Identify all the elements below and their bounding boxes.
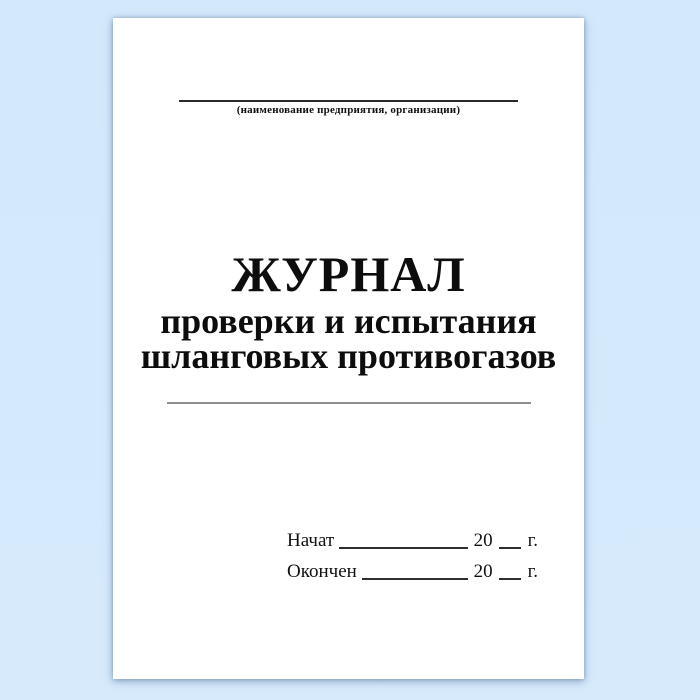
title-divider-line bbox=[167, 402, 531, 404]
started-year-blank-line bbox=[499, 546, 521, 549]
journal-subtitle bbox=[113, 301, 584, 376]
journal-title: ЖУРНАЛ bbox=[231, 246, 466, 302]
organization-name-blank-line bbox=[179, 100, 518, 102]
started-field-row bbox=[287, 531, 538, 551]
finished-year-suffix: г. bbox=[527, 561, 538, 582]
journal-cover-page bbox=[113, 18, 584, 679]
finished-date-blank-line bbox=[362, 577, 468, 580]
journal-subtitle-line2: шланговых противогазов bbox=[140, 336, 557, 376]
finished-year-century: 20 bbox=[473, 561, 493, 582]
started-year-century: 20 bbox=[473, 530, 493, 551]
finished-year-blank-line bbox=[499, 577, 521, 580]
finished-label: Окончен bbox=[287, 561, 357, 582]
started-year-suffix: г. bbox=[527, 530, 538, 551]
started-label: Начат bbox=[287, 530, 335, 551]
title-block bbox=[113, 248, 584, 374]
started-date-blank-line bbox=[339, 546, 467, 549]
organization-name-caption: (наименование предприятия, организации) bbox=[236, 104, 461, 116]
journal-subtitle-line1: проверки и испытания bbox=[160, 301, 537, 341]
finished-field-row bbox=[287, 562, 538, 582]
